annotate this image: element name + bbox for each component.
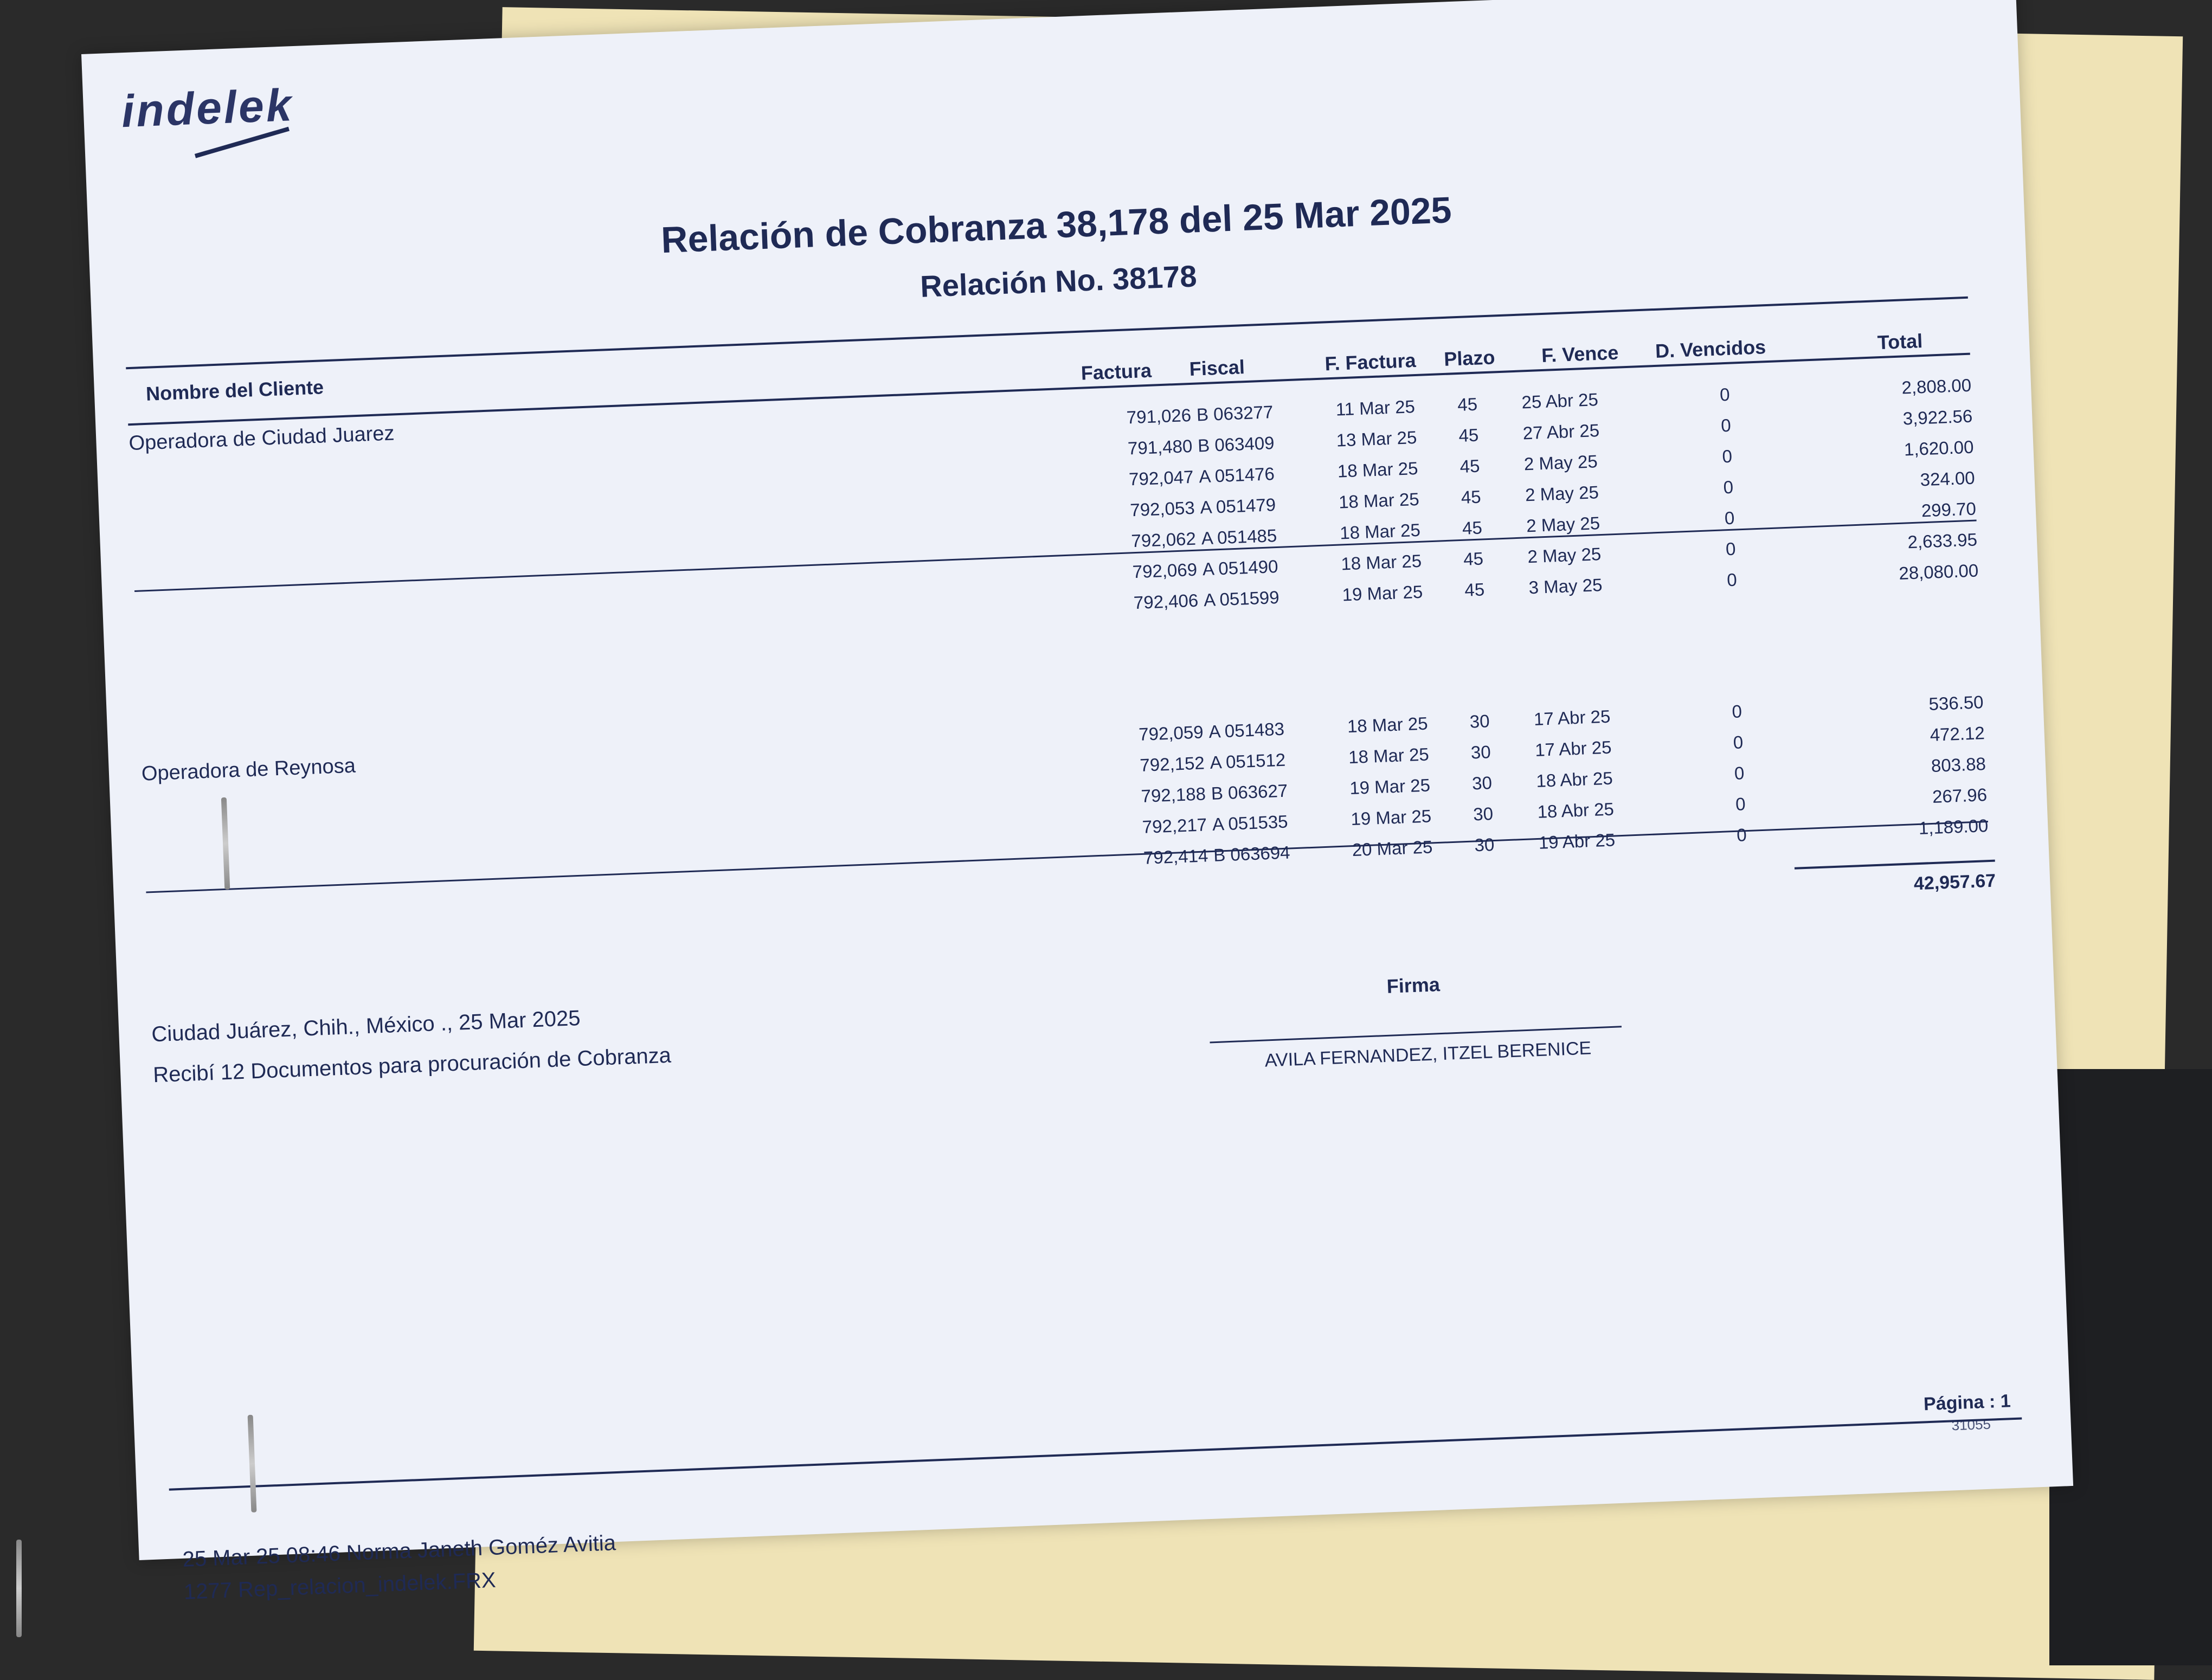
printed-report-page: [81, 0, 2073, 1604]
cell-d-vencidos: 0: [1720, 415, 1732, 436]
cell-f-factura: 11 Mar 25: [1335, 396, 1416, 420]
cell-factura: 792,069: [1132, 559, 1198, 582]
cell-total: 267.96: [1932, 784, 1988, 807]
col-header-fiscal: Fiscal: [1189, 356, 1245, 380]
cell-total: 803.88: [1931, 754, 1986, 776]
cell-total: 324.00: [1919, 467, 1976, 490]
col-header-factura: Factura: [1081, 359, 1152, 384]
cell-plazo: 45: [1462, 517, 1483, 538]
cell-fiscal: A 051479: [1199, 494, 1276, 518]
col-header-total: Total: [1877, 330, 1923, 354]
cell-plazo: 30: [1471, 773, 1493, 794]
client-name: Operadora de Ciudad Juarez: [128, 422, 395, 455]
cell-fiscal: A 051535: [1212, 811, 1289, 834]
cell-total: 472.12: [1930, 723, 1985, 745]
cell-fiscal: B 063277: [1196, 402, 1274, 425]
invoice-table: [81, 0, 2015, 54]
report-file: 1277 Rep_relacion_indelek.FRX: [183, 1568, 497, 1604]
cell-plazo: 45: [1463, 548, 1484, 569]
cell-total: 2,808.00: [1901, 375, 1972, 398]
total-rule: [1795, 860, 1995, 870]
cell-total: 3,922.56: [1902, 405, 1973, 429]
place-date: Ciudad Juárez, Chih., México ., 25 Mar 2025: [151, 1006, 581, 1047]
cell-factura: 791,026: [1126, 404, 1192, 428]
report-subtitle: Relación No. 38178: [919, 259, 1198, 304]
page-number: Página : 1: [1923, 1391, 2011, 1415]
cell-factura: 792,188: [1140, 783, 1206, 806]
cell-plazo: 45: [1458, 424, 1479, 446]
cell-d-vencidos: 0: [1726, 569, 1738, 590]
cell-d-vencidos: 0: [1734, 763, 1745, 783]
grand-total: 42,957.67: [1913, 870, 1996, 894]
cell-d-vencidos: 0: [1724, 507, 1735, 529]
cell-f-vence: 18 Abr 25: [1535, 768, 1613, 791]
cell-total: 1,189.00: [1918, 815, 1989, 838]
cell-plazo: 45: [1459, 455, 1481, 477]
cell-fiscal: A 051483: [1208, 718, 1285, 742]
cell-f-factura: 19 Mar 25: [1349, 775, 1431, 799]
cell-f-factura: 20 Mar 25: [1352, 836, 1433, 860]
cell-factura: 792,047: [1128, 466, 1194, 490]
cell-f-factura: 18 Mar 25: [1340, 550, 1422, 574]
cell-factura: 792,406: [1133, 590, 1199, 613]
cell-factura: 792,414: [1143, 845, 1208, 868]
cell-f-vence: 2 May 25: [1526, 513, 1600, 536]
signature-label: Firma: [1386, 973, 1441, 997]
cell-d-vencidos: 0: [1733, 732, 1744, 752]
cell-f-vence: 17 Abr 25: [1534, 737, 1612, 761]
staple: [248, 1415, 257, 1512]
cell-f-vence: 17 Abr 25: [1533, 706, 1611, 730]
cell-f-vence: 2 May 25: [1527, 544, 1602, 567]
cell-f-factura: 13 Mar 25: [1336, 427, 1417, 450]
cell-total: 1,620.00: [1904, 436, 1975, 460]
cell-plazo: 30: [1469, 711, 1490, 732]
cell-f-factura: 18 Mar 25: [1347, 713, 1429, 737]
cell-d-vencidos: 0: [1719, 384, 1731, 405]
cell-d-vencidos: 0: [1721, 446, 1733, 467]
cell-plazo: 30: [1472, 803, 1494, 825]
cell-fiscal: A 051485: [1201, 525, 1277, 549]
col-header-f-vence: F. Vence: [1541, 341, 1619, 367]
cell-f-vence: 2 May 25: [1525, 482, 1599, 505]
cell-f-vence: 19 Abr 25: [1538, 829, 1616, 853]
background-surface: [2049, 1069, 2212, 1665]
staple: [16, 1540, 22, 1637]
signer-name: AVILA FERNANDEZ, ITZEL BERENICE: [1264, 1038, 1592, 1071]
cell-factura: 792,053: [1129, 497, 1195, 520]
cell-total: 28,080.00: [1898, 560, 1979, 584]
cell-fiscal: B 063627: [1211, 780, 1288, 803]
cell-plazo: 45: [1464, 579, 1485, 600]
cell-factura: 792,059: [1138, 722, 1204, 745]
cell-total: 536.50: [1928, 692, 1984, 715]
company-logo: indelek: [120, 79, 295, 137]
cell-total: 2,633.95: [1907, 529, 1978, 552]
col-header-cliente: Nombre del Cliente: [145, 376, 324, 405]
cell-d-vencidos: 0: [1722, 477, 1734, 498]
cell-fiscal: B 063409: [1197, 433, 1275, 456]
cell-f-factura: 18 Mar 25: [1338, 488, 1420, 512]
col-header-plazo: Plazo: [1443, 346, 1496, 370]
cell-fiscal: A 051599: [1203, 587, 1280, 610]
cell-f-vence: 18 Abr 25: [1536, 799, 1615, 822]
cell-f-vence: 27 Abr 25: [1522, 420, 1600, 443]
cell-factura: 791,480: [1127, 435, 1193, 459]
staple: [221, 797, 230, 890]
cell-d-vencidos: 0: [1735, 794, 1746, 814]
cell-factura: 792,062: [1130, 528, 1197, 551]
cell-fiscal: A 051512: [1209, 749, 1286, 773]
col-header-d-vencidos: D. Vencidos: [1655, 336, 1766, 362]
cell-plazo: 30: [1474, 834, 1495, 855]
client-name: Operadora de Reynosa: [141, 754, 356, 786]
footer-rule: [169, 1417, 2022, 1490]
print-timestamp: 25 Mar 25 08:46 Norma Janeth Goméz Avitia: [182, 1531, 616, 1572]
received-note: Recibí 12 Documentos para procuración de Cobranza: [152, 1043, 672, 1087]
cell-f-factura: 18 Mar 25: [1348, 744, 1430, 768]
col-header-f-factura: F. Factura: [1324, 349, 1417, 375]
cell-d-vencidos: 0: [1731, 701, 1742, 722]
cell-f-vence: 3 May 25: [1528, 575, 1603, 598]
cell-total: 299.70: [1921, 498, 1977, 521]
cell-factura: 792,217: [1142, 814, 1207, 837]
cell-f-vence: 2 May 25: [1523, 451, 1598, 474]
cell-plazo: 45: [1457, 394, 1478, 415]
cell-f-factura: 18 Mar 25: [1337, 458, 1419, 481]
cell-f-factura: 18 Mar 25: [1339, 519, 1421, 543]
cell-fiscal: A 051476: [1198, 464, 1275, 487]
report-title: Relación de Cobranza 38,178 del 25 Mar 2025: [660, 189, 1452, 261]
cell-f-vence: 25 Abr 25: [1521, 389, 1599, 413]
cell-f-factura: 19 Mar 25: [1341, 581, 1423, 605]
cell-plazo: 45: [1461, 486, 1482, 507]
cell-plazo: 30: [1470, 742, 1491, 763]
cell-f-factura: 19 Mar 25: [1350, 806, 1432, 829]
cell-d-vencidos: 0: [1725, 538, 1737, 559]
cell-d-vencidos: 0: [1736, 825, 1747, 845]
cell-factura: 792,152: [1139, 752, 1205, 776]
cell-fiscal: B 063694: [1213, 842, 1291, 865]
cell-fiscal: A 051490: [1202, 556, 1279, 580]
page-code: 31055: [1951, 1415, 1991, 1434]
